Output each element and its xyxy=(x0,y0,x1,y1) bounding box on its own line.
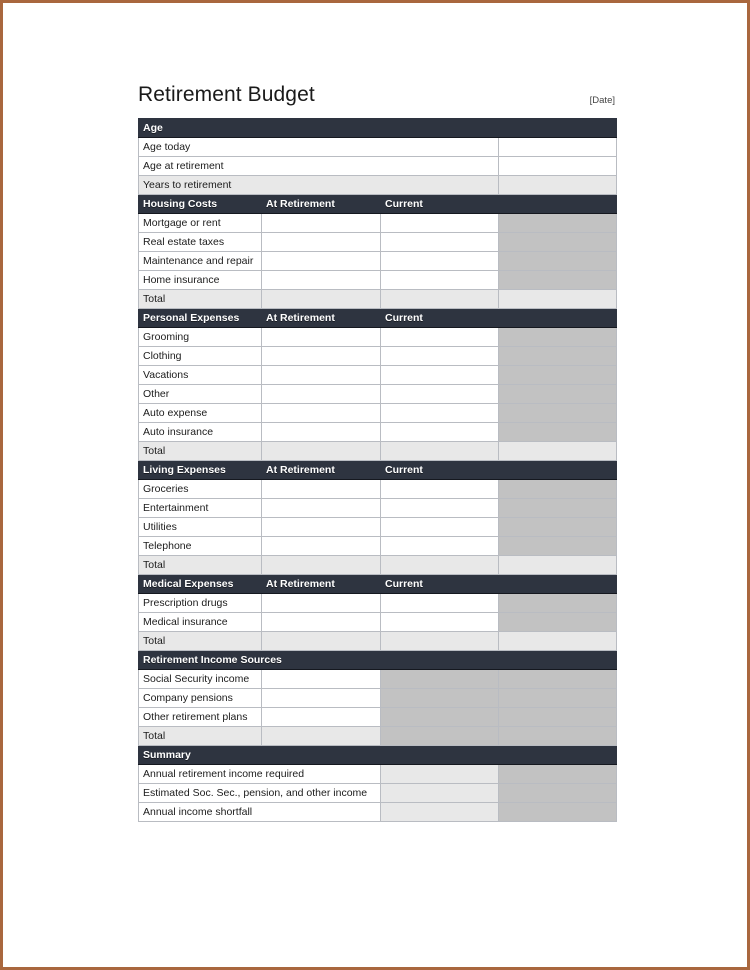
column-header-at-retirement: At Retirement xyxy=(262,309,381,328)
section-header-retirement-income-sources xyxy=(139,651,617,670)
input-cell-current-living-expenses-0[interactable] xyxy=(381,480,499,499)
table-row xyxy=(139,404,617,423)
row-label-retirement-income-sources-0: Social Security income xyxy=(139,670,262,689)
spacer-cell-b-retirement-income-sources-1 xyxy=(499,689,617,708)
table-row xyxy=(139,613,617,632)
row-label-summary-1: Estimated Soc. Sec., pension, and other income xyxy=(139,784,381,803)
spacer-cell-personal-expenses-4 xyxy=(499,404,617,423)
input-cell-current-personal-expenses-0[interactable] xyxy=(381,328,499,347)
spacer-cell-living-expenses-3 xyxy=(499,537,617,556)
retirement-budget-table xyxy=(138,118,617,822)
input-cell-current-medical-expenses-2 xyxy=(381,632,499,651)
input-cell-at-retirement-personal-expenses-0[interactable] xyxy=(262,328,381,347)
spacer-cell-living-expenses-4 xyxy=(499,556,617,575)
input-cell-at-retirement-housing-costs-0[interactable] xyxy=(262,214,381,233)
input-cell-at-retirement-personal-expenses-6 xyxy=(262,442,381,461)
row-label-summary-0: Annual retirement income required xyxy=(139,765,381,784)
column-header-at-retirement: At Retirement xyxy=(262,575,381,594)
spacer-cell-summary-0 xyxy=(499,765,617,784)
table-row xyxy=(139,594,617,613)
row-label-retirement-income-sources-1: Company pensions xyxy=(139,689,262,708)
spacer-cell-medical-expenses-2 xyxy=(499,632,617,651)
row-label-living-expenses-1: Entertainment xyxy=(139,499,262,518)
input-cell-at-retirement-personal-expenses-1[interactable] xyxy=(262,347,381,366)
spacer-cell-summary-2 xyxy=(499,803,617,822)
input-cell-current-personal-expenses-6 xyxy=(381,442,499,461)
column-header-at-retirement: At Retirement xyxy=(262,461,381,480)
input-cell-at-retirement-living-expenses-2[interactable] xyxy=(262,518,381,537)
input-cell-retirement-income-sources-3 xyxy=(262,727,381,746)
input-cell-at-retirement-medical-expenses-2 xyxy=(262,632,381,651)
column-header-current: Current xyxy=(381,309,499,328)
input-cell-at-retirement-housing-costs-1[interactable] xyxy=(262,233,381,252)
spacer-cell-a-retirement-income-sources-1 xyxy=(381,689,499,708)
row-label-housing-costs-0: Mortgage or rent xyxy=(139,214,262,233)
input-cell-age-0[interactable] xyxy=(499,138,617,157)
total-row xyxy=(139,556,617,575)
spacer-cell-housing-costs-1 xyxy=(499,233,617,252)
input-cell-at-retirement-personal-expenses-2[interactable] xyxy=(262,366,381,385)
input-cell-at-retirement-medical-expenses-0[interactable] xyxy=(262,594,381,613)
spacer-cell-personal-expenses-3 xyxy=(499,385,617,404)
table-row xyxy=(139,537,617,556)
row-label-housing-costs-1: Real estate taxes xyxy=(139,233,262,252)
total-row xyxy=(139,727,617,746)
value-cell-summary-0 xyxy=(381,765,499,784)
table-row xyxy=(139,480,617,499)
row-label-personal-expenses-3: Other xyxy=(139,385,262,404)
spacer-cell-b-retirement-income-sources-0 xyxy=(499,670,617,689)
input-cell-current-living-expenses-4 xyxy=(381,556,499,575)
input-cell-retirement-income-sources-0[interactable] xyxy=(262,670,381,689)
column-header-at-retirement: At Retirement xyxy=(262,195,381,214)
spacer-cell-housing-costs-4 xyxy=(499,290,617,309)
spacer-cell-housing-costs-2 xyxy=(499,252,617,271)
column-header-spacer xyxy=(499,461,617,480)
spacer-cell-a-retirement-income-sources-2 xyxy=(381,708,499,727)
spacer-cell-personal-expenses-5 xyxy=(499,423,617,442)
table-row xyxy=(139,765,617,784)
input-cell-current-housing-costs-0[interactable] xyxy=(381,214,499,233)
table-row xyxy=(139,518,617,537)
input-cell-at-retirement-medical-expenses-1[interactable] xyxy=(262,613,381,632)
input-cell-at-retirement-personal-expenses-4[interactable] xyxy=(262,404,381,423)
section-title-housing-costs: Housing Costs xyxy=(139,195,262,214)
table-row xyxy=(139,366,617,385)
table-row xyxy=(139,233,617,252)
input-cell-at-retirement-personal-expenses-5[interactable] xyxy=(262,423,381,442)
input-cell-current-housing-costs-1[interactable] xyxy=(381,233,499,252)
input-cell-current-personal-expenses-1[interactable] xyxy=(381,347,499,366)
input-cell-current-personal-expenses-4[interactable] xyxy=(381,404,499,423)
row-label-medical-expenses-1: Medical insurance xyxy=(139,613,262,632)
spacer-cell-summary-1 xyxy=(499,784,617,803)
date-placeholder: [Date] xyxy=(589,95,615,106)
input-cell-at-retirement-living-expenses-3[interactable] xyxy=(262,537,381,556)
spacer-cell-medical-expenses-1 xyxy=(499,613,617,632)
input-cell-at-retirement-housing-costs-3[interactable] xyxy=(262,271,381,290)
input-cell-current-housing-costs-3[interactable] xyxy=(381,271,499,290)
row-label-personal-expenses-5: Auto insurance xyxy=(139,423,262,442)
input-cell-current-living-expenses-2[interactable] xyxy=(381,518,499,537)
table-row xyxy=(139,784,617,803)
spacer-cell-b-retirement-income-sources-2 xyxy=(499,708,617,727)
input-cell-retirement-income-sources-2[interactable] xyxy=(262,708,381,727)
column-header-spacer xyxy=(499,309,617,328)
table-row xyxy=(139,689,617,708)
row-label-age-0: Age today xyxy=(139,138,499,157)
row-label-age-1: Age at retirement xyxy=(139,157,499,176)
input-cell-at-retirement-living-expenses-0[interactable] xyxy=(262,480,381,499)
row-label-personal-expenses-0: Grooming xyxy=(139,328,262,347)
row-label-personal-expenses-4: Auto expense xyxy=(139,404,262,423)
row-label-personal-expenses-6: Total xyxy=(139,442,262,461)
value-cell-summary-1 xyxy=(381,784,499,803)
total-row xyxy=(139,632,617,651)
input-cell-at-retirement-housing-costs-2[interactable] xyxy=(262,252,381,271)
row-label-personal-expenses-2: Vacations xyxy=(139,366,262,385)
row-label-living-expenses-3: Telephone xyxy=(139,537,262,556)
input-cell-current-living-expenses-3[interactable] xyxy=(381,537,499,556)
section-header-summary xyxy=(139,746,617,765)
row-label-age-2: Years to retirement xyxy=(139,176,499,195)
value-cell-summary-2 xyxy=(381,803,499,822)
table-row xyxy=(139,499,617,518)
row-label-housing-costs-2: Maintenance and repair xyxy=(139,252,262,271)
row-label-retirement-income-sources-2: Other retirement plans xyxy=(139,708,262,727)
spacer-cell-a-retirement-income-sources-3 xyxy=(381,727,499,746)
row-label-summary-2: Annual income shortfall xyxy=(139,803,381,822)
row-label-retirement-income-sources-3: Total xyxy=(139,727,262,746)
table-row xyxy=(139,214,617,233)
table-row xyxy=(139,157,617,176)
column-header-current: Current xyxy=(381,195,499,214)
table-row xyxy=(139,670,617,689)
spacer-cell-housing-costs-3 xyxy=(499,271,617,290)
column-header-current: Current xyxy=(381,461,499,480)
row-label-living-expenses-4: Total xyxy=(139,556,262,575)
input-cell-current-living-expenses-1[interactable] xyxy=(381,499,499,518)
section-header-personal-expenses xyxy=(139,309,617,328)
section-header-medical-expenses xyxy=(139,575,617,594)
spacer-cell-housing-costs-0 xyxy=(499,214,617,233)
table-row xyxy=(139,252,617,271)
input-cell-age-1[interactable] xyxy=(499,157,617,176)
table-row xyxy=(139,138,617,157)
input-cell-current-personal-expenses-3[interactable] xyxy=(381,385,499,404)
input-cell-at-retirement-personal-expenses-3[interactable] xyxy=(262,385,381,404)
spacer-cell-personal-expenses-6 xyxy=(499,442,617,461)
section-header-living-expenses xyxy=(139,461,617,480)
total-row xyxy=(139,176,617,195)
row-label-housing-costs-3: Home insurance xyxy=(139,271,262,290)
spacer-cell-personal-expenses-1 xyxy=(499,347,617,366)
column-header-spacer xyxy=(499,575,617,594)
input-cell-age-2 xyxy=(499,176,617,195)
title-row xyxy=(138,81,616,118)
table-row xyxy=(139,385,617,404)
input-cell-current-medical-expenses-1[interactable] xyxy=(381,613,499,632)
table-row xyxy=(139,708,617,727)
input-cell-current-housing-costs-4 xyxy=(381,290,499,309)
table-row xyxy=(139,803,617,822)
budget-sheet xyxy=(138,81,616,822)
section-title-medical-expenses: Medical Expenses xyxy=(139,575,262,594)
table-row xyxy=(139,328,617,347)
table-row xyxy=(139,271,617,290)
section-title-age: Age xyxy=(139,119,617,138)
row-label-personal-expenses-1: Clothing xyxy=(139,347,262,366)
spacer-cell-personal-expenses-0 xyxy=(499,328,617,347)
section-title-summary: Summary xyxy=(139,746,617,765)
section-title-retirement-income-sources: Retirement Income Sources xyxy=(139,651,617,670)
section-title-personal-expenses: Personal Expenses xyxy=(139,309,262,328)
section-title-living-expenses: Living Expenses xyxy=(139,461,262,480)
column-header-spacer xyxy=(499,195,617,214)
spacer-cell-living-expenses-1 xyxy=(499,499,617,518)
input-cell-current-housing-costs-2[interactable] xyxy=(381,252,499,271)
table-row xyxy=(139,423,617,442)
input-cell-current-personal-expenses-5[interactable] xyxy=(381,423,499,442)
spacer-cell-b-retirement-income-sources-3 xyxy=(499,727,617,746)
row-label-medical-expenses-2: Total xyxy=(139,632,262,651)
spacer-cell-living-expenses-0 xyxy=(499,480,617,499)
row-label-living-expenses-0: Groceries xyxy=(139,480,262,499)
section-header-age xyxy=(139,119,617,138)
input-cell-current-personal-expenses-2[interactable] xyxy=(381,366,499,385)
column-header-current: Current xyxy=(381,575,499,594)
spacer-cell-medical-expenses-0 xyxy=(499,594,617,613)
row-label-medical-expenses-0: Prescription drugs xyxy=(139,594,262,613)
spacer-cell-a-retirement-income-sources-0 xyxy=(381,670,499,689)
total-row xyxy=(139,442,617,461)
row-label-housing-costs-4: Total xyxy=(139,290,262,309)
spacer-cell-living-expenses-2 xyxy=(499,518,617,537)
page-title: Retirement Budget xyxy=(138,83,315,106)
input-cell-at-retirement-living-expenses-1[interactable] xyxy=(262,499,381,518)
table-row xyxy=(139,347,617,366)
input-cell-retirement-income-sources-1[interactable] xyxy=(262,689,381,708)
input-cell-at-retirement-living-expenses-4 xyxy=(262,556,381,575)
input-cell-current-medical-expenses-0[interactable] xyxy=(381,594,499,613)
input-cell-at-retirement-housing-costs-4 xyxy=(262,290,381,309)
total-row xyxy=(139,290,617,309)
spacer-cell-personal-expenses-2 xyxy=(499,366,617,385)
row-label-living-expenses-2: Utilities xyxy=(139,518,262,537)
section-header-housing-costs xyxy=(139,195,617,214)
